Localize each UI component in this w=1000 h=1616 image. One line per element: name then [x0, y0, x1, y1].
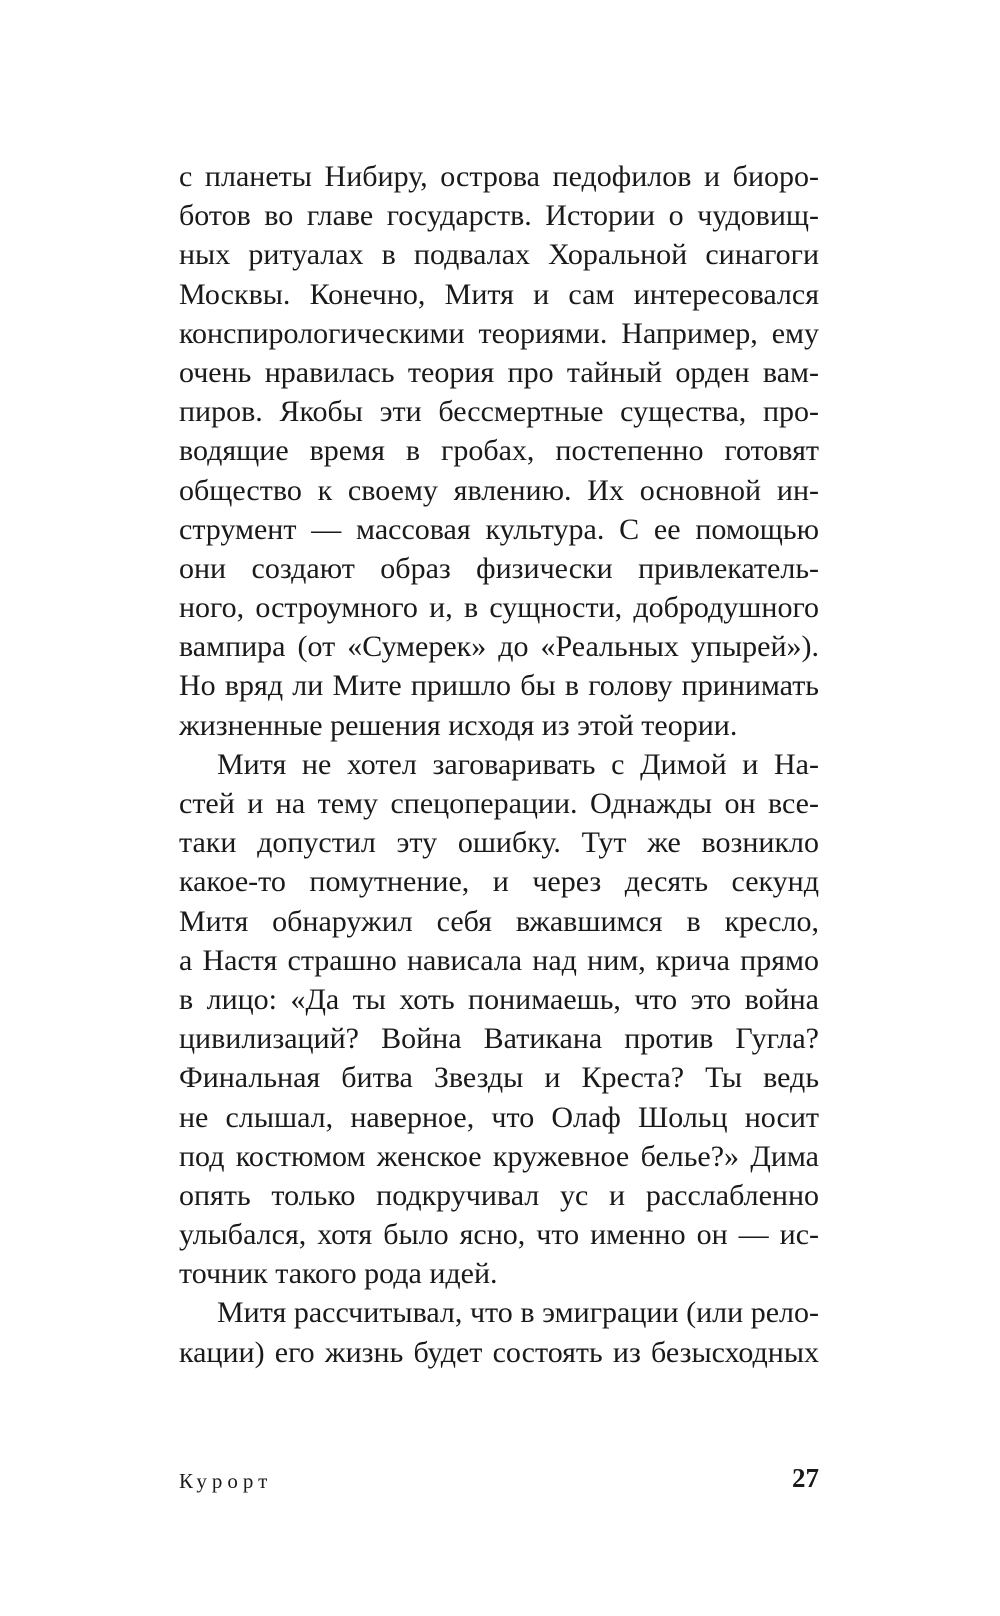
page-number: 27 — [792, 1463, 819, 1493]
text-line: ных ритуалах в подвалах Хоральной синагоги — [179, 238, 819, 272]
text-line: точник такого рода идей. — [179, 1257, 498, 1291]
text-line: опять только подкручивал ус и расслабленно — [179, 1178, 819, 1212]
text-line: таки допустил эту ошибку. Тут же возникло — [179, 826, 819, 860]
text-line: водящие время в гробах, постепенно готовят — [179, 434, 819, 468]
text-line: Финальная битва Звезды и Креста? Ты ведь — [179, 1061, 819, 1095]
paragraph — [179, 745, 819, 1294]
text-line: не слышал, наверное, что Олаф Шольц носит — [179, 1100, 819, 1134]
text-line: ботов во главе государств. Истории о чудовищ- — [179, 199, 819, 233]
paragraph — [179, 157, 819, 745]
text-line: Митя рассчитывал, что в эмиграции (или рело- — [217, 1296, 819, 1330]
text-line: они создают образ физически привлекатель- — [179, 551, 819, 585]
text-line: в лицо: «Да ты хоть понимаешь, что это война — [179, 982, 819, 1016]
body-text — [179, 157, 819, 1372]
text-line: под костюмом женское кружевное белье?» Дима — [179, 1139, 819, 1173]
text-line: кации) его жизнь будет состоять из безысходных — [179, 1335, 819, 1369]
text-line: Москвы. Конечно, Митя и сам интересовался — [179, 277, 819, 311]
text-line: жизненные решения исходя из этой теории. — [179, 708, 738, 742]
text-line: Митя обнаружил себя вжавшимся в кресло, — [179, 904, 819, 938]
text-line: пиров. Якобы эти бессмертные существа, про- — [179, 395, 819, 429]
text-line: Но вряд ли Мите пришло бы в голову принимать — [179, 669, 819, 703]
text-line: стей и на тему спецоперации. Однажды он все- — [179, 787, 819, 820]
text-line: Митя не хотел заговаривать с Димой и На- — [217, 747, 819, 781]
text-line: с планеты Нибиру, острова педофилов и биоро- — [179, 160, 819, 193]
text-line: конспирологическими теориями. Например, ему — [179, 316, 819, 350]
running-footer-title: Курорт — [179, 1469, 273, 1493]
text-line: струмент — массовая культура. С ее помощью — [179, 512, 819, 546]
text-line: очень нравилась теория про тайный орден вам- — [179, 355, 819, 389]
text-line: а Настя страшно нависала над ним, крича прямо — [179, 943, 819, 977]
text-line: ного, остроумного и, в сущности, добродушного — [179, 591, 819, 625]
text-line: какое-то помутнение, и через десять секунд — [179, 865, 819, 899]
text-line: вампира (от «Сумерек» до «Реальных упырей»). — [179, 630, 819, 664]
text-line: общество к своему явлению. Их основной ин- — [179, 473, 819, 507]
text-line: цивилизаций? Война Ватикана против Гугла? — [179, 1022, 819, 1056]
paragraph — [179, 1293, 819, 1371]
text-line: улыбался, хотя было ясно, что именно он — ис- — [179, 1218, 819, 1252]
